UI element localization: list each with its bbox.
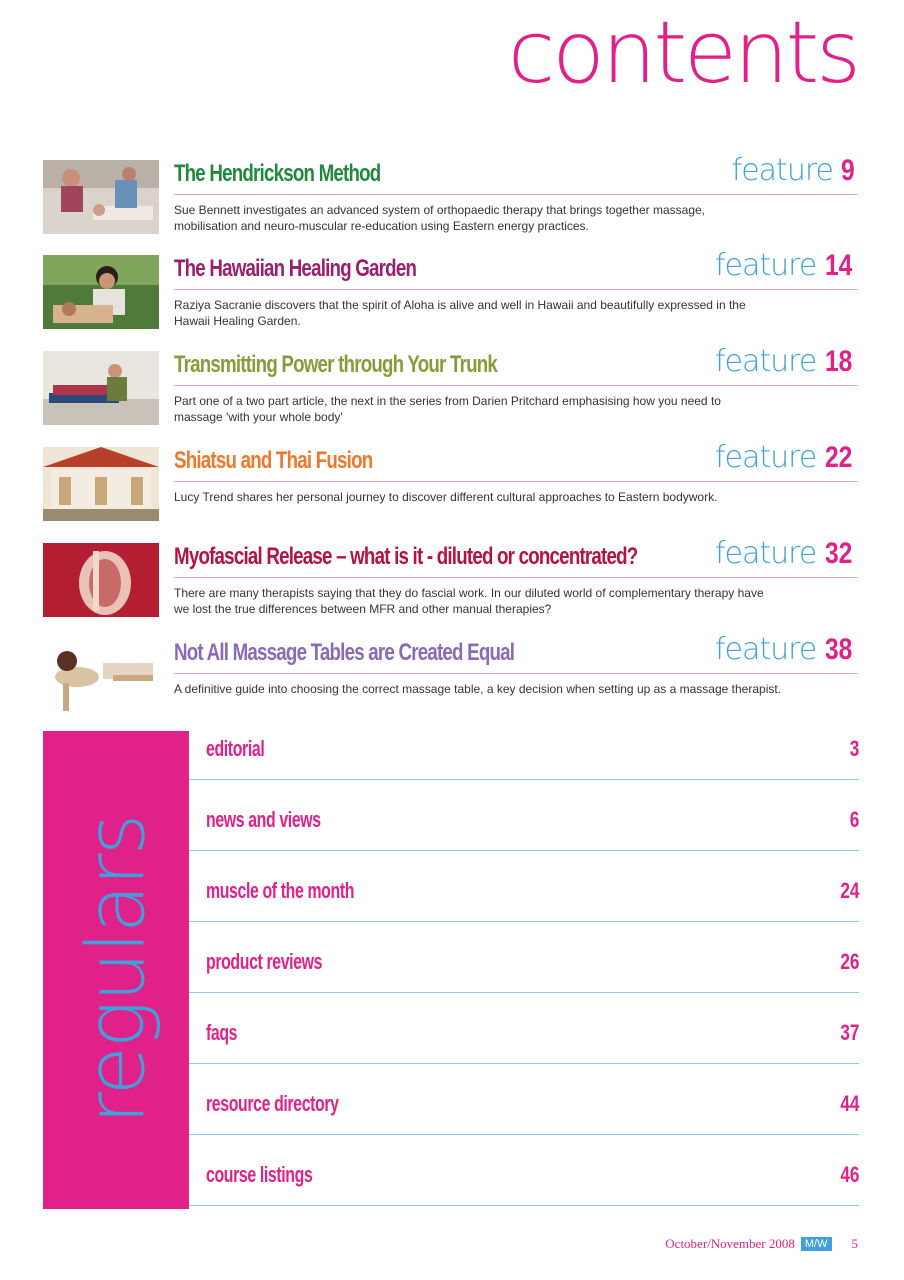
feature-page-label	[714, 536, 858, 571]
regular-item-label[interactable]: product reviews	[206, 949, 323, 974]
regular-item-label[interactable]: faqs	[206, 1020, 238, 1045]
magazine-badge: M/W	[801, 1237, 832, 1251]
regular-divider	[189, 1134, 859, 1135]
feature-description: Sue Bennett investigates an advanced system of orthopaedic therapy that brings together massage, mobilisation and neuro-muscular re-education using Eastern energy practices.	[174, 203, 705, 233]
regular-divider	[189, 850, 859, 851]
regular-divider	[189, 921, 859, 922]
feature-description: A definitive guide into choosing the correct massage table, a key decision when setting up as a massage therapist.	[174, 682, 782, 696]
feature-title[interactable]: The Hawaiian Healing Garden	[174, 255, 417, 282]
feature-page-number: 14	[824, 249, 852, 282]
feature-divider	[174, 194, 858, 195]
feature-description: Part one of a two part article, the next in the series from Darien Pritchard emphasising how you need to massage 'with your whole body'	[174, 394, 721, 424]
feature-word: feature	[714, 344, 817, 379]
feature-description: Raziya Sacranie discovers that the spirit of Aloha is alive and well in Hawaii and beautifully expressed in the Hawaii Healing Garden.	[174, 298, 746, 328]
regulars-heading: regulars	[69, 815, 163, 1125]
feature-photo-hawaiian-garden	[43, 255, 159, 329]
regular-item-page: 26	[839, 949, 859, 974]
regular-item-page: 6	[849, 807, 859, 832]
feature-word: feature	[714, 248, 817, 283]
regular-item-label[interactable]: resource directory	[206, 1091, 339, 1116]
feature-word: feature	[714, 440, 817, 475]
feature-page-number: 9	[841, 154, 855, 187]
feature-title[interactable]: Not All Massage Tables are Created Equal	[174, 639, 515, 666]
regular-divider	[189, 992, 859, 993]
feature-title[interactable]: Shiatsu and Thai Fusion	[174, 447, 373, 474]
feature-divider	[174, 289, 858, 290]
feature-page-label	[714, 440, 858, 475]
regular-item-page: 24	[839, 878, 859, 903]
regular-item-label[interactable]: course listings	[206, 1162, 313, 1187]
feature-page-label	[714, 248, 858, 283]
feature-page-label	[731, 153, 858, 188]
feature-word: feature	[731, 153, 833, 188]
regular-item-page: 44	[839, 1091, 859, 1116]
feature-divider	[174, 481, 858, 482]
page-title: contents	[507, 3, 858, 103]
feature-divider	[174, 385, 858, 386]
regular-item-faqs[interactable]	[189, 1015, 859, 1086]
feature-title[interactable]: The Hendrickson Method	[174, 160, 381, 187]
feature-page-number: 18	[824, 345, 852, 378]
feature-description: There are many therapists saying that they do fascial work. In our diluted world of complementary therapy have we lost the true differences between MFR and other manual therapies?	[174, 586, 764, 616]
feature-divider	[174, 673, 858, 674]
regular-divider	[189, 1205, 859, 1206]
feature-word: feature	[714, 632, 817, 667]
feature-entry-massage-tables[interactable]	[0, 632, 904, 731]
regular-divider	[189, 779, 859, 780]
feature-entry-myofascial[interactable]	[0, 536, 904, 635]
feature-page-number: 22	[824, 441, 852, 474]
regular-item-page: 3	[849, 736, 859, 761]
feature-page-number: 32	[824, 537, 852, 570]
issue-date: October/November 2008	[665, 1236, 795, 1251]
regular-item-resource-directory[interactable]	[189, 1086, 859, 1157]
regular-item-label[interactable]: muscle of the month	[206, 878, 355, 903]
feature-page-label	[714, 344, 858, 379]
feature-entry-hawaiian-garden[interactable]	[0, 248, 904, 347]
feature-photo-myofascial	[43, 543, 159, 617]
feature-title[interactable]: Transmitting Power through Your Trunk	[174, 351, 498, 378]
feature-entry-shiatsu-thai[interactable]	[0, 440, 904, 539]
feature-word: feature	[714, 536, 817, 571]
regular-item-course-listings[interactable]	[189, 1157, 859, 1228]
feature-title[interactable]: Myofascial Release – what is it - diluted or concentrated?	[174, 543, 638, 570]
feature-page-label	[714, 632, 858, 667]
page-number: 5	[851, 1236, 858, 1251]
regular-item-page: 46	[839, 1162, 859, 1187]
regular-item-page: 37	[839, 1020, 859, 1045]
regular-item-news-and-views[interactable]	[189, 802, 859, 873]
regular-item-editorial[interactable]	[189, 731, 859, 802]
feature-photo-hendrickson	[43, 160, 159, 234]
page-footer	[665, 1236, 858, 1252]
regular-divider	[189, 1063, 859, 1064]
regular-item-product-reviews[interactable]	[189, 944, 859, 1015]
feature-divider	[174, 577, 858, 578]
feature-entry-hendrickson[interactable]	[0, 153, 904, 252]
feature-page-number: 38	[824, 633, 852, 666]
feature-description: Lucy Trend shares her personal journey to discover different cultural approaches to Eastern bodywork.	[174, 490, 718, 504]
feature-entry-transmitting-power[interactable]	[0, 344, 904, 443]
feature-photo-massage-tables	[43, 639, 159, 713]
feature-photo-shiatsu-thai	[43, 447, 159, 521]
regular-item-muscle-of-the-month[interactable]	[189, 873, 859, 944]
feature-photo-transmitting-power	[43, 351, 159, 425]
regular-item-label[interactable]: news and views	[206, 807, 321, 832]
regular-item-label[interactable]: editorial	[206, 736, 265, 761]
